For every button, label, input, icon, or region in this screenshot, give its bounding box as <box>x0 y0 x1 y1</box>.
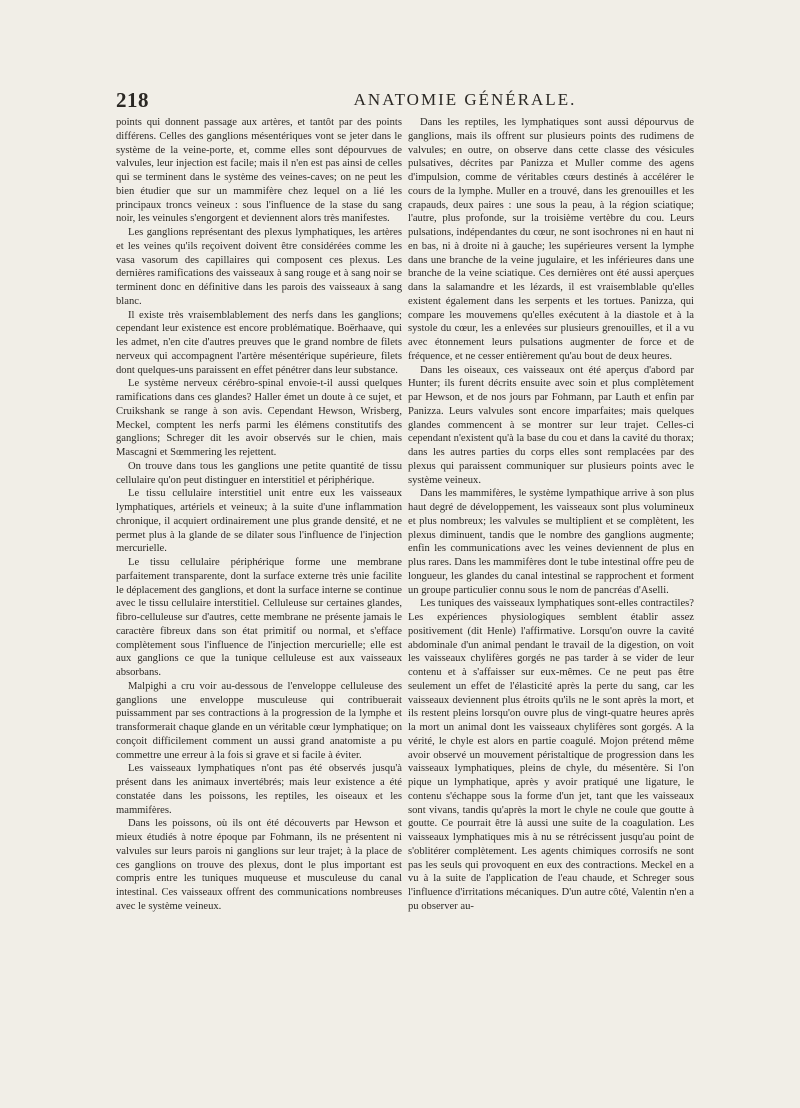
running-title: ANATOMIE GÉNÉRALE. <box>353 90 577 109</box>
page-number: 218 <box>116 88 149 112</box>
left-column <box>116 116 402 914</box>
paragraph: Le tissu cellulaire périphérique forme une membrane parfaitement transparente, dont la surface externe très unie facilite le déplacement des ganglions, et dont la surface interne se continue avec le tissu cellulaire interstitiel. Celluleuse sur certaines glandes, fibro-celluleuse sur d'autres, cette membrane ne présente jamais le caractère fibreux dans son état primitif ou normal, et s'efface complètement sous l'influence de l'injection mercurielle; elle est aux ganglions ce que la tunique celluleuse est aux vaisseaux absorbans. <box>116 557 402 678</box>
paragraph: Le tissu cellulaire interstitiel unit entre eux les vaisseaux lymphatiques, artériels et veineux; à la suite d'une inflammation chronique, il acquiert ordinairement une plus grande densité, et ne permet plus à la glande de se dilater sous l'influence de l'injection mercurielle. <box>116 488 402 555</box>
right-column <box>408 116 694 914</box>
paragraph: Il existe très vraisemblablement des nerfs dans les ganglions; cependant leur existence est encore problématique. Boërhaave, qui les admet, n'en cite d'autres preuves que le grand nombre de filets nerveux qui accompagnent l'artère mésentérique supérieure, filets dont quelques-uns paraissent en effet pénétrer dans leur substance. <box>116 309 402 376</box>
paragraph: Dans les oiseaux, ces vaisseaux ont été aperçus d'abord par Hunter; ils furent décrits ensuite avec soin et plus complètement par Hewson, et de nos jours par Fohmann, par Lauth et enfin par Panizza. Leurs valvules sont encore imparfaites; mais quelques glandes commencent à se montrer sur leur trajet. Celles-ci cependant n'existent qu'à la base du cou et dans la cavité du thorax; dans les autres parties du corps elles sont remplacées par des plexus qui paraissent communiquer sur plusieurs points avec le système veineux. <box>408 364 694 486</box>
paragraph: Les tuniques des vaisseaux lymphatiques sont-elles contractiles? Les expériences physiologiques semblent établir assez positivement (dit Henle) l'affirmative. Lorsqu'on ouvre la cavité abdominale d'un animal pendant le travail de la digestion, on voit les vaisseaux chylifères gorgés ne pas tarder à se vider de leur contenu et à s'affaisser sur eux-mêmes. Ce ne peut pas être seulement un effet de l'élasticité après la perte du sang, car les vaisseaux deviennent plus étroits qu'ils ne le sont après la mort, et ils restent pleins lorsqu'on ouvre plus de vingt-quatre heures après la mort un animal dont les vaisseaux chylifères sont gorgés. A la vérité, le chyle est alors en partie coagulé. Mojon prétend même avoir observé un mouvement péristaltique de progression dans les vaisseaux lymphatiques, pleins de chyle, du mésentère. Si l'on pique un lymphatique, après y avoir pratiqué une ligature, le contenu s'échappe sous la forme d'un jet, tant que les vaisseaux sont vivans, tandis qu'après la mort le chyle ne coule que goutte à goutte. Ce pourrait être là aussi une suite de la coagulation. Les vaisseaux lymphatiques mis à nu se rétrécissent jusqu'au point de s'oblitérer complètement. Les agents chimiques corrosifs ne sont pas les seuls qui provoquent en eux des contractions. Meckel en a vu à la suite de l'application de l'eau chaude, et Schreger sous l'influence d'irritations mécaniques. D'un autre côté, Valentin n'en a pu observer au- <box>408 598 694 912</box>
paragraph: Le système nerveux cérébro-spinal envoie-t-il aussi quelques ramifications dans ces glandes? Haller émet un doute à ce sujet, et Cruikshank se range à son avis. Cependant Hewson, Wrisberg, Meckel, comptent les nerfs parmi les élémens constitutifs des ganglions; Schreger dit les avoir observés sur le chien, mais Mascagni et Sœmmering les rejettent. <box>116 378 402 458</box>
paragraph: Dans les reptiles, les lymphatiques sont aussi dépourvus de ganglions, mais ils offrent sur plusieurs points des rudimens de valvules; en outre, on observe dans cette classe des vésicules pulsatives, décrites par Panizza et Muller comme des agens d'impulsion, comme de véritables cœurs destinés à accélérer le cours de la lymphe. Muller en a trouvé, dans les grenouilles et les crapauds, deux paires : une sous la peau, à la région sciatique; l'autre, plus profonde, sur la troisième vertèbre du cou. Leurs pulsations, indépendantes du cœur, ne sont isochrones ni en haut ni en bas, ni à droite ni à gauche; les supérieures versent la lymphe dans une branche de la veine jugulaire, et les inférieures dans une branche de la veine sciatique. Ces dernières ont été aussi aperçues dans la salamandre et les lézards, il est vraisemblable qu'elles existent également dans les serpents et les tortues. Panizza, qui compare les mouvemens qu'elles exécutent à la diastole et à la systole du cœur, les a enlevées sur plusieurs grenouilles, et il a vu avec étonnement leurs pulsations augmenter de force et de fréquence, et ne cesser entièrement qu'au bout de deux heures. <box>408 117 694 362</box>
page-header <box>116 88 694 112</box>
paragraph: Dans les mammifères, le système lympathique arrive à son plus haut degré de développement, les vaisseaux sont plus volumineux et plus nombreux; les valvules se multiplient et se complètent, les plexus diminuent, tandis que le nombre des ganglions augmente; enfin les communications avec les veines deviennent de plus en plus rares. Dans les mammifères dont le tube intestinal offre peu de longueur, les glandes du canal intestinal se rapprochent et forment un groupe particulier connu sous le nom de pancréas d'Aselli. <box>408 488 694 596</box>
paragraph: Dans les poissons, où ils ont été découverts par Hewson et mieux étudiés à notre époque par Fohmann, ils ne présentent ni valvules sur leurs parois ni ganglions sur leur trajet; à la place de ces ganglions on trouve des plexus, dont le plus important est compris entre les tuniques muqueuse et musculeuse du canal intestinal. Ces vaisseaux offrent des communications nombreuses avec le système veineux. <box>116 818 402 912</box>
paragraph: points qui donnent passage aux artères, et tantôt par des points différens. Celles des ganglions mésentériques vont se jeter dans le système de la veine-porte, et, comme elles sont dépourvues de valvules, leur injection est facile; mais il n'en est pas ainsi de celles qui se terminent dans le système des veines-caves; on ne peut les bien étudier que sur un mammifère chez lequel on a lié les principaux troncs veineux : sous l'influence de la stase du sang noir, les veinules s'engorgent et deviennent alors très manifestes. <box>116 117 402 225</box>
paragraph: Les ganglions représentant des plexus lymphatiques, les artères et les veines qu'ils reçoivent doivent être considérées comme les vasa vasorum des capillaires qui composent ces plexus. Les dernières ramifications des vaisseaux à sang rouge et à sang noir se terminent donc en définitive dans les parois des vaisseaux à sang blanc. <box>116 227 402 307</box>
paragraph: Malpighi a cru voir au-dessous de l'enveloppe celluleuse des ganglions une enveloppe musculeuse qui contribuerait puissamment par ses contractions à la progression de la lymphe et transformerait chaque glande en un véritable cœur lymphatique; on conçoit difficilement comment un aussi grand anatomiste a pu commettre une erreur à la fois si grave et si facile à éviter. <box>116 680 402 761</box>
paragraph: Les vaisseaux lymphatiques n'ont pas été observés jusqu'à présent dans les animaux invertébrés; mais leur existence a été constatée dans les poissons, les reptiles, les oiseaux et les mammifères. <box>116 763 402 816</box>
paragraph: On trouve dans tous les ganglions une petite quantité de tissu cellulaire qu'on peut distinguer en interstitiel et périphérique. <box>116 460 402 486</box>
